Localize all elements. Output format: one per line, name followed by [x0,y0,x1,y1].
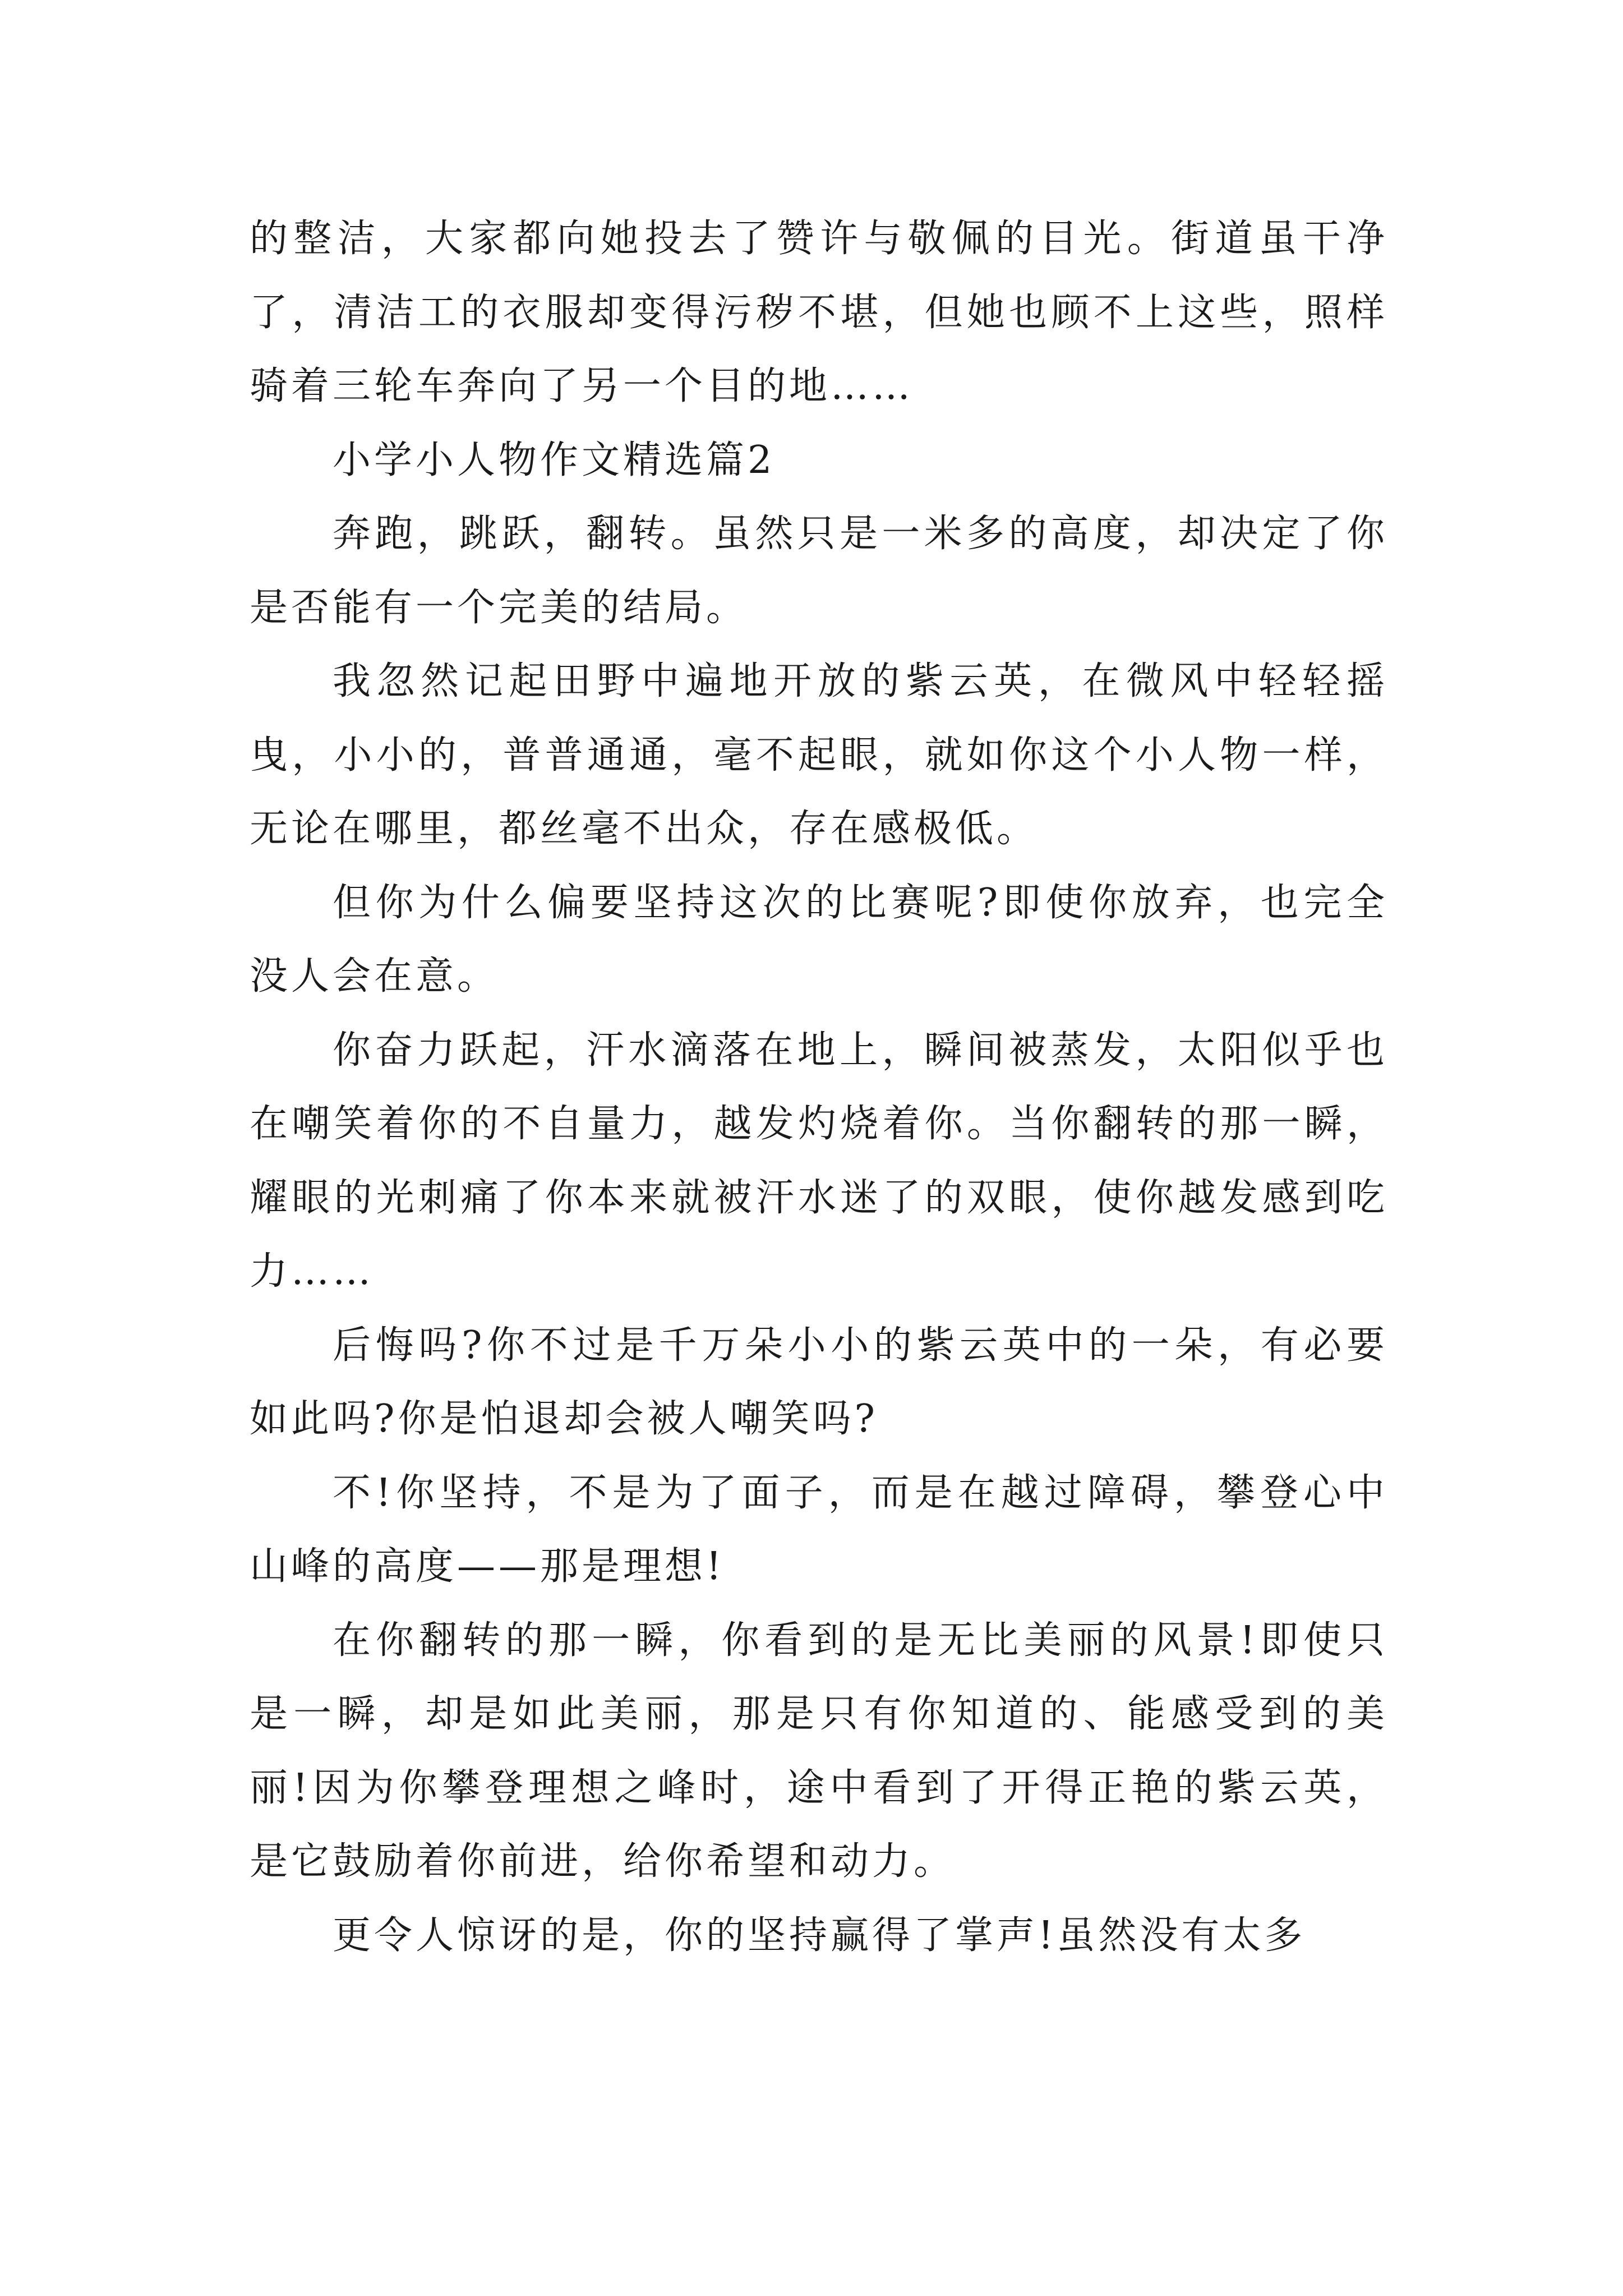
paragraph: 更令人惊讶的是，你的坚持赢得了掌声!虽然没有太多 [333,1913,1306,1958]
paragraph: 奔跑，跳跃，翻转。虽然只是一米多的高度，却决定了你是否能有一个完美的结局。 [250,512,1388,630]
document-body [250,202,1388,1972]
paragraph-continuation: 的整洁，大家都向她投去了赞许与敬佩的目光。街道虽干净了，清洁工的衣服却变得污秽不堪，但她也顾不上这些，照样骑着三轮车奔向了另一个目的地…… [250,217,1388,408]
paragraph: 后悔吗?你不过是千万朵小小的紫云英中的一朵，有必要如此吗?你是怕退却会被人嘲笑吗? [250,1323,1388,1441]
paragraph: 我忽然记起田野中遍地开放的紫云英，在微风中轻轻摇曳，小小的，普普通通，毫不起眼，就如你这个小人物一样，无论在哪里，都丝毫不出众，存在感极低。 [250,659,1388,851]
paragraph: 不!你坚持，不是为了面子，而是在越过障碍，攀登心中山峰的高度——那是理想! [250,1470,1388,1589]
paragraph: 你奋力跃起，汗水滴落在地上，瞬间被蒸发，太阳似乎也在嘲笑着你的不自量力，越发灼烧着你。当你翻转的那一瞬，耀眼的光刺痛了你本来就被汗水迷了的双眼，使你越发感到吃力…… [250,1028,1388,1294]
paragraph: 在你翻转的那一瞬，你看到的是无比美丽的风景!即使只是一瞬，却是如此美丽，那是只有你知道的、能感受到的美丽!因为你攀登理想之峰时，途中看到了开得正艳的紫云英，是它鼓励着你前进，给你希望和动力。 [250,1618,1388,1884]
paragraph: 但你为什么偏要坚持这次的比赛呢?即使你放弃，也完全没人会在意。 [250,880,1388,999]
section-heading: 小学小人物作文精选篇2 [333,438,776,482]
